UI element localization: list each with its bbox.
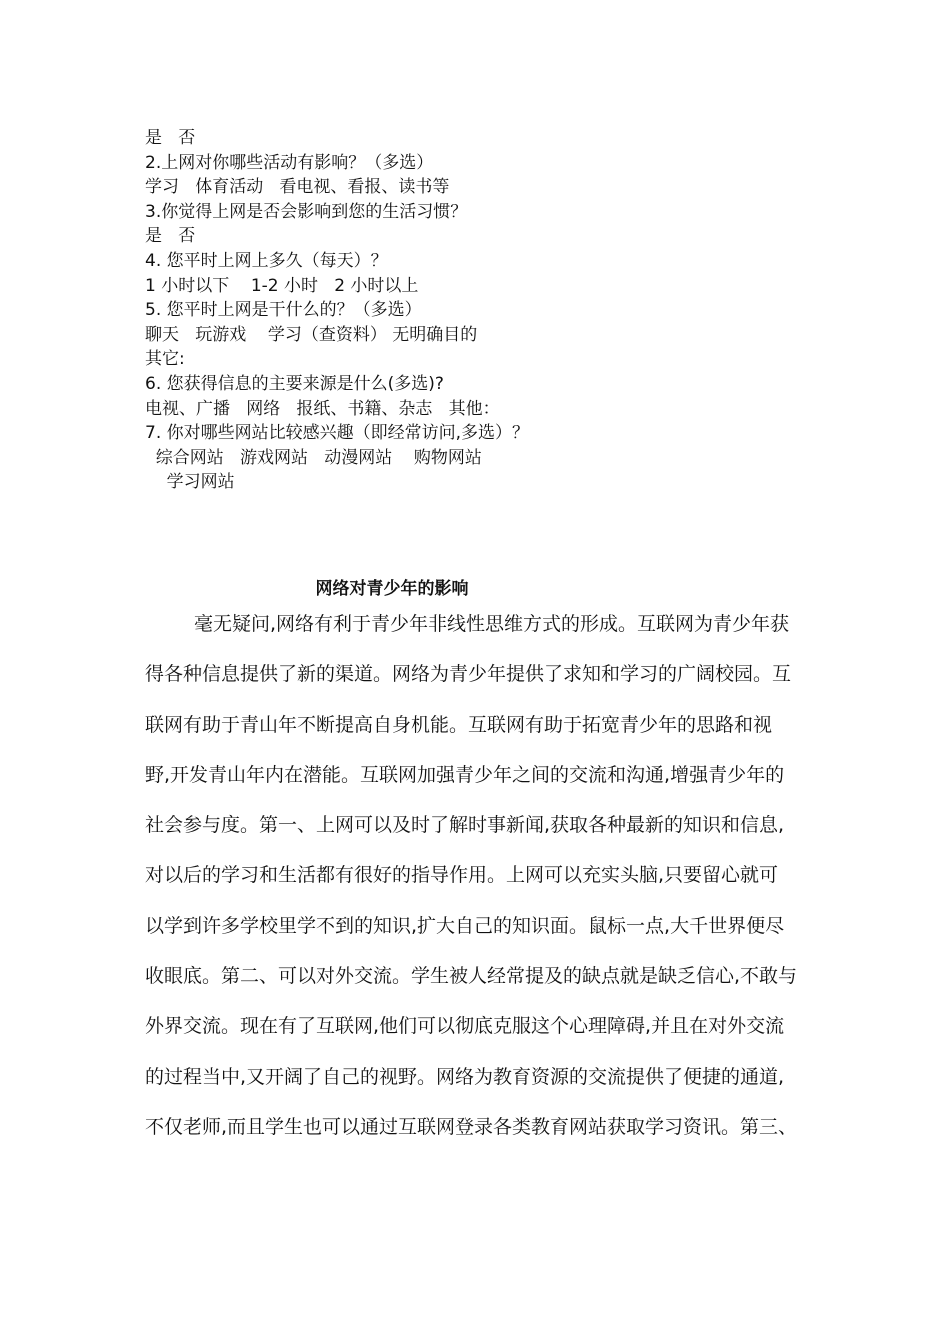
survey-line: 聊天 玩游戏 学习（查资料） 无明确目的 [145,324,478,345]
essay-line: 得各种信息提供了新的渠道。网络为青少年提供了求知和学习的广阔校园。互 [145,663,792,686]
essay-line: 的过程当中,又开阔了自己的视野。网络为教育资源的交流提供了便捷的通道, [145,1065,785,1088]
essay-line: 以学到许多学校里学不到的知识,扩大自己的知识面。鼠标一点,大千世界便尽 [145,914,785,937]
survey-line: 是 否 [145,226,196,247]
essay-line: 毫无疑问,网络有利于青少年非线性思维方式的形成。互联网为青少年获 [194,613,790,635]
survey-line: 是 否 [145,128,196,148]
essay-line: 野,开发青山年内在潜能。互联网加强青少年之间的交流和沟通,增强青少年的 [145,763,785,786]
essay-line: 不仅老师,而且学生也可以通过互联网登录各类教育网站获取学习资讯。第三、 [145,1115,798,1138]
essay-line: 对以后的学习和生活都有很好的指导作用。上网可以充实头脑,只要留心就可 [145,864,779,887]
survey-line: 其它: [145,349,185,370]
survey-line: 学习 体育活动 看电视、看报、读书等 [145,177,450,198]
essay-line: 社会参与度。第一、上网可以及时了解时事新闻,获取各种最新的知识和信息, [145,814,785,837]
survey-section [145,126,845,495]
essay-line: 外界交流。现在有了互联网,他们可以彻底克服这个心理障碍,并且在对外交流 [145,1015,785,1038]
survey-line: 2.上网对你哪些活动有影响？（多选） [145,152,434,173]
survey-line: 3.你觉得上网是否会影响到您的生活习惯？ [145,201,468,222]
survey-line: 学习网站 [145,472,235,493]
survey-line: 6. 您获得信息的主要来源是什么(多选)? [145,373,444,394]
essay-line: 收眼底。第二、可以对外交流。学生被人经常提及的缺点就是缺乏信心,不敢与 [145,965,798,988]
essay-body [145,604,810,1157]
essay-line: 联网有助于青山年不断提高自身机能。互联网有助于拓宽青少年的思路和视 [145,713,773,736]
essay-title: 网络对青少年的影响 [315,579,469,599]
survey-line: 4. 您平时上网上多久（每天）？ [145,250,388,271]
survey-line: 综合网站 游戏网站 动漫网站 购物网站 [145,447,482,468]
survey-line: 5. 您平时上网是干什么的？（多选） [145,300,422,321]
survey-line: 电视、广播 网络 报纸、书籍、杂志 其他： [145,398,500,419]
survey-line: 1 小时以下 1-2 小时 2 小时以上 [145,275,419,296]
survey-line: 7. 你对哪些网站比较感兴趣（即经常访问,多选）？ [145,423,530,444]
